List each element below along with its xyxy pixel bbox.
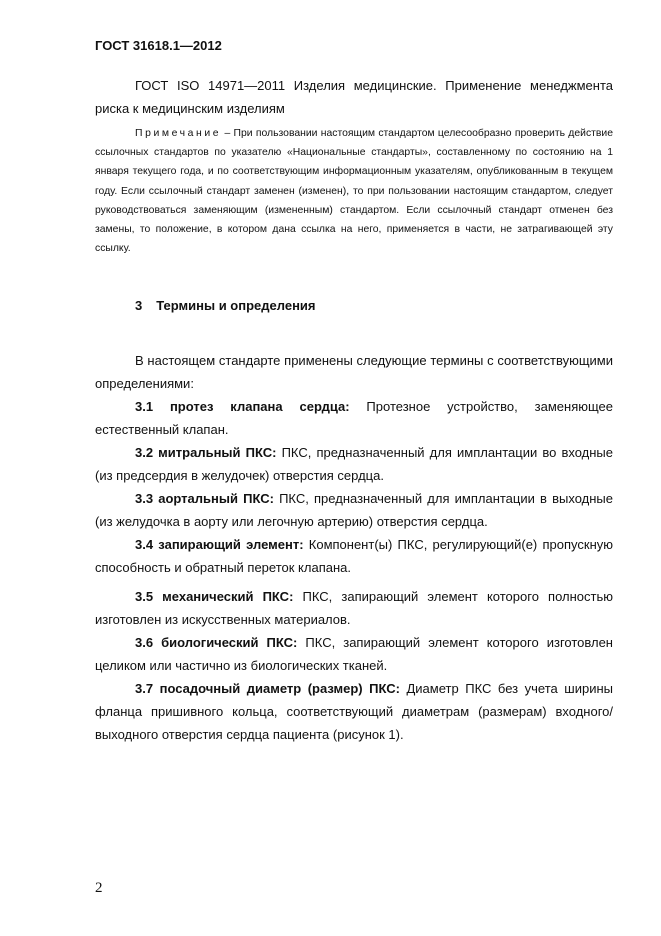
term-definition — [95, 677, 613, 746]
document-header: ГОСТ 31618.1—2012 — [95, 38, 222, 53]
term-text: Протезное устройство, заменяющее естественный клапан. — [95, 399, 613, 437]
term-title: 3.5 механический ПКС: — [135, 589, 294, 604]
term-text: ПКС, предназначенный для имплантации во входные (из предсердия в желудочек) отверстия сердца. — [95, 445, 613, 483]
term-title: 3.6 биологический ПКС: — [135, 635, 298, 650]
term-definition — [95, 395, 613, 441]
section-title: Термины и определения — [156, 298, 316, 313]
section-number: 3 — [135, 298, 143, 313]
normative-reference: ГОСТ ISO 14971—2011 Изделия медицинские. Применение менеджмента риска к медицинским изделиям — [95, 78, 613, 116]
term-definition — [95, 533, 613, 579]
section-heading — [135, 298, 316, 313]
term-title: 3.2 митральный ПКС: — [135, 445, 277, 460]
section-intro: В настоящем стандарте применены следующие термины с соответствующими определениями: — [95, 353, 613, 391]
term-text: ПКС, запирающий элемент которого изготовлен целиком или частично из биологических тканей. — [95, 635, 613, 673]
term-title: 3.1 протез клапана сердца: — [135, 399, 350, 414]
term-definition — [95, 487, 613, 533]
term-definition — [95, 631, 613, 677]
note-text: – При пользовании настоящим стандартом целесообразно проверить действие ссылочных стандартов по указателю «Национальные стандарты», составленному по состоянию на 1 января текущего года, и по соответствующим информационным указателям, опубликованным в текущем году. Если ссылочный стандарт заменен (изменен), то при пользовании настоящим стандартом, следует руководствоваться заменяющим (измененным) стандартом. Если ссылочный стандарт отменен без замены, то положение, в котором дана ссылка на него, применяется в части, не затрагивающей эту ссылку. — [95, 128, 613, 255]
page-number: 2 — [95, 880, 103, 896]
term-text: ПКС, запирающий элемент которого полностью изготовлен из искусственных материалов. — [95, 589, 613, 627]
term-text: Диаметр ПКС без учета ширины фланца пришивного кольца, соответствующий диаметрам (размерам) входного/выходного отверстия сердца пациента (рисунок 1). — [95, 681, 613, 742]
term-title: 3.3 аортальный ПКС: — [135, 491, 274, 506]
term-title: 3.7 посадочный диаметр (размер) ПКС: — [135, 681, 400, 696]
note-paragraph — [95, 124, 613, 258]
term-definition — [95, 585, 613, 631]
note-label: Примечание — [135, 128, 222, 139]
term-title: 3.4 запирающий элемент: — [135, 537, 304, 552]
term-text: ПКС, предназначенный для имплантации в выходные (из желудочка в аорту или легочную артерию) отверстия сердца. — [95, 491, 613, 529]
term-text: Компонент(ы) ПКС, регулирующий(е) пропускную способность и обратный переток клапана. — [95, 537, 613, 575]
term-definition — [95, 441, 613, 487]
